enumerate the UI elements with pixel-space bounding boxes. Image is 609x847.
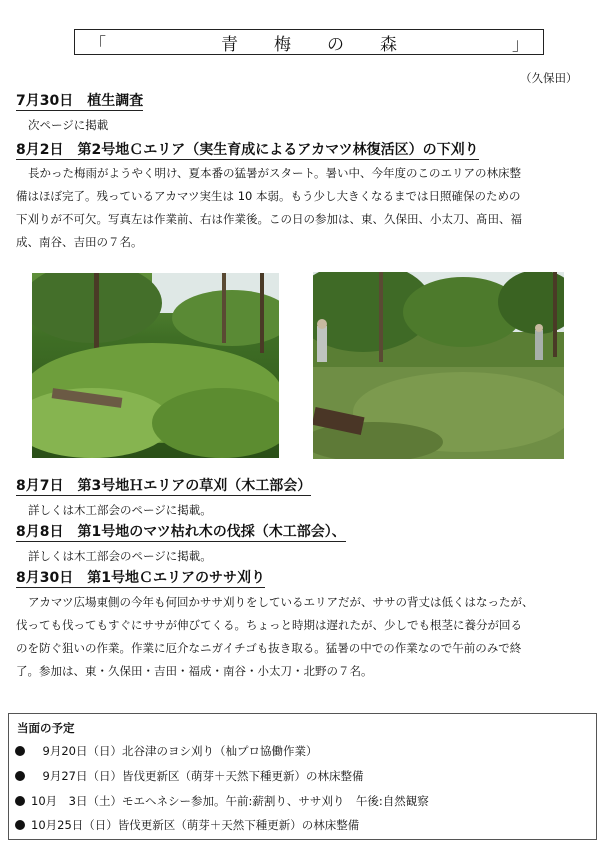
photo-before-work [32,273,279,458]
schedule-item-text: 9月27日（日）皆伐更新区（萌芽＋天然下種更新）の林床整備 [31,769,364,783]
body-line: 下刈りが不可欠。写真左は作業前、右は作業後。この日の参加は、東、久保田、小太刀、髙田、福 [16,212,522,226]
body-line: 了。参加は、東・久保田・吉田・福成・南谷・小太刀・北野の７名。 [16,664,373,678]
schedule-item [15,817,359,833]
schedule-item [15,768,363,784]
section-heading-jul30: 7月30日 植生調査 [16,93,144,109]
section-heading-aug2: 8月2日 第2号地Ｃエリア（実生育成によるアカマツ林復活区）の下刈り [16,142,479,158]
forest-image-before [32,273,279,458]
title-close-bracket: 」 [512,34,529,55]
author: （久保田） [520,71,578,85]
schedule-item [15,743,317,759]
bullet-icon [15,796,25,806]
body-line: 備はほぼ完了。残っているアカマツ実生は 10 本弱。もう少し大きくなるまでは日照確保のための [16,189,521,203]
section-heading-aug7: 8月7日 第3号地Ｈエリアの草刈（木工部会） [16,478,312,494]
schedule-title: 当面の予定 [17,721,75,735]
section-note-aug8: 詳しくは木工部会のページに掲載。 [28,549,212,563]
section-body-aug2 [16,162,603,254]
forest-image-after [313,272,564,459]
body-line: 長かった梅雨がようやく明け、夏本番の猛暑がスタート。暑い中、今年度のこのエリアの林床整 [28,166,521,180]
schedule-box [8,713,597,840]
schedule-item [15,793,429,809]
section-body-aug30 [16,591,603,683]
bullet-icon [15,771,25,781]
section-note-jul30: 次ページに掲載 [28,118,109,132]
section-heading-aug30: 8月30日 第1号地Ｃエリアのササ刈り [16,570,265,586]
schedule-item-text: 10月 3日（土）モエヘネシー参加。午前:薪割り、ササ刈り 午後:自然観察 [31,794,429,808]
schedule-item-text: 9月20日（日）北谷津のヨシ刈り（杣プロ協働作業） [31,744,318,758]
title-text: 青梅の森 [221,34,433,55]
title-open-bracket: 「 [89,34,106,55]
section-note-aug7: 詳しくは木工部会のページに掲載。 [28,503,212,517]
page-title [74,29,544,55]
body-line: のを防ぐ狙いの作業。作業に厄介なニガイチゴも抜き取る。猛暑の中での作業なので午前のみで終 [16,641,522,655]
bullet-icon [15,820,25,830]
body-line: アカマツ広場東側の今年も何回かササ刈りをしているエリアだが、ササの背丈は低くはなったが、 [28,595,534,609]
body-line: 伐っても伐ってもすぐにササが伸びてくる。ちょっと時期は遅れたが、少しでも根茎に養分が回る [16,618,522,632]
photo-after-work [313,272,564,459]
section-heading-aug8: 8月8日 第1号地のマツ枯れ木の伐採（木工部会）、 [16,524,346,540]
schedule-item-text: 10月25日（日）皆伐更新区（萌芽＋天然下種更新）の林床整備 [31,818,360,832]
body-line: 成、南谷、吉田の７名。 [16,235,143,249]
bullet-icon [15,746,25,756]
